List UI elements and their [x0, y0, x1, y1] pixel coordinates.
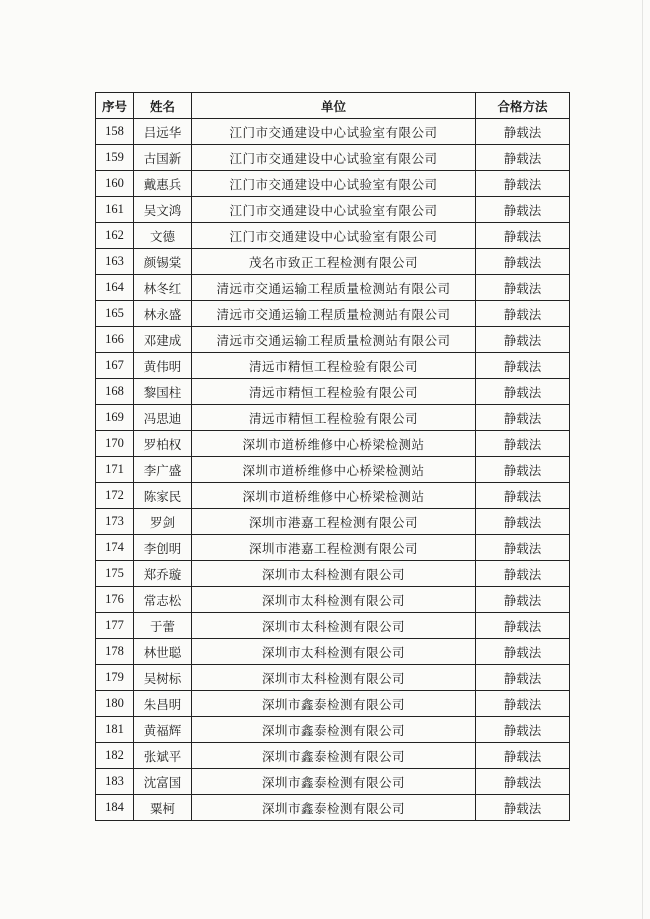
method-cell: 静载法 — [476, 223, 570, 249]
unit-cell: 清远市精恒工程检验有限公司 — [192, 379, 476, 405]
serial-number-cell: 170 — [96, 431, 134, 457]
name-cell: 颜锡棠 — [134, 249, 192, 275]
method-cell: 静载法 — [476, 509, 570, 535]
serial-number-cell: 161 — [96, 197, 134, 223]
unit-cell: 深圳市港嘉工程检测有限公司 — [192, 535, 476, 561]
serial-number-cell: 175 — [96, 561, 134, 587]
method-cell: 静载法 — [476, 795, 570, 821]
method-cell: 静载法 — [476, 119, 570, 145]
serial-number-cell: 159 — [96, 145, 134, 171]
method-cell: 静载法 — [476, 457, 570, 483]
method-cell: 静载法 — [476, 691, 570, 717]
unit-cell: 清远市交通运输工程质量检测站有限公司 — [192, 327, 476, 353]
method-cell: 静载法 — [476, 405, 570, 431]
name-cell: 郑乔璇 — [134, 561, 192, 587]
table-row — [96, 197, 570, 223]
table-row — [96, 587, 570, 613]
table-body — [96, 119, 570, 821]
table-row — [96, 301, 570, 327]
table-row — [96, 223, 570, 249]
unit-cell: 深圳市港嘉工程检测有限公司 — [192, 509, 476, 535]
method-cell: 静载法 — [476, 717, 570, 743]
name-cell: 林永盛 — [134, 301, 192, 327]
name-cell: 戴惠兵 — [134, 171, 192, 197]
unit-cell: 茂名市致正工程检测有限公司 — [192, 249, 476, 275]
unit-cell: 深圳市太科检测有限公司 — [192, 587, 476, 613]
method-cell: 静载法 — [476, 561, 570, 587]
name-cell: 黄伟明 — [134, 353, 192, 379]
unit-cell: 江门市交通建设中心试验室有限公司 — [192, 119, 476, 145]
name-cell: 沈富国 — [134, 769, 192, 795]
name-cell: 张斌平 — [134, 743, 192, 769]
serial-number-cell: 176 — [96, 587, 134, 613]
method-cell: 静载法 — [476, 145, 570, 171]
serial-number-cell: 182 — [96, 743, 134, 769]
name-cell: 冯思迪 — [134, 405, 192, 431]
method-cell: 静载法 — [476, 743, 570, 769]
table-row — [96, 639, 570, 665]
header-name: 姓名 — [134, 93, 192, 119]
table-header-row — [96, 93, 570, 119]
unit-cell: 深圳市鑫泰检测有限公司 — [192, 691, 476, 717]
unit-cell: 深圳市道桥维修中心桥梁检测站 — [192, 457, 476, 483]
serial-number-cell: 174 — [96, 535, 134, 561]
serial-number-cell: 158 — [96, 119, 134, 145]
table-row — [96, 795, 570, 821]
name-cell: 古国新 — [134, 145, 192, 171]
unit-cell: 深圳市太科检测有限公司 — [192, 613, 476, 639]
serial-number-cell: 165 — [96, 301, 134, 327]
method-cell: 静载法 — [476, 249, 570, 275]
name-cell: 文德 — [134, 223, 192, 249]
table-row — [96, 665, 570, 691]
serial-number-cell: 180 — [96, 691, 134, 717]
table-row — [96, 327, 570, 353]
method-cell: 静载法 — [476, 769, 570, 795]
serial-number-cell: 179 — [96, 665, 134, 691]
serial-number-cell: 178 — [96, 639, 134, 665]
serial-number-cell: 169 — [96, 405, 134, 431]
table-row — [96, 717, 570, 743]
name-cell: 李创明 — [134, 535, 192, 561]
unit-cell: 江门市交通建设中心试验室有限公司 — [192, 223, 476, 249]
table-row — [96, 691, 570, 717]
method-cell: 静载法 — [476, 483, 570, 509]
serial-number-cell: 163 — [96, 249, 134, 275]
table-row — [96, 457, 570, 483]
table-row — [96, 353, 570, 379]
table-row — [96, 483, 570, 509]
table-row — [96, 379, 570, 405]
name-cell: 黎国柱 — [134, 379, 192, 405]
method-cell: 静载法 — [476, 275, 570, 301]
table-row — [96, 145, 570, 171]
table-row — [96, 509, 570, 535]
name-cell: 粟柯 — [134, 795, 192, 821]
name-cell: 吴树标 — [134, 665, 192, 691]
table-row — [96, 249, 570, 275]
qualified-personnel-table — [95, 92, 570, 821]
serial-number-cell: 168 — [96, 379, 134, 405]
serial-number-cell: 181 — [96, 717, 134, 743]
method-cell: 静载法 — [476, 379, 570, 405]
name-cell: 邓建成 — [134, 327, 192, 353]
method-cell: 静载法 — [476, 613, 570, 639]
unit-cell: 深圳市太科检测有限公司 — [192, 561, 476, 587]
table-row — [96, 613, 570, 639]
serial-number-cell: 177 — [96, 613, 134, 639]
unit-cell: 清远市交通运输工程质量检测站有限公司 — [192, 275, 476, 301]
table-row — [96, 769, 570, 795]
serial-number-cell: 167 — [96, 353, 134, 379]
unit-cell: 深圳市道桥维修中心桥梁检测站 — [192, 483, 476, 509]
method-cell: 静载法 — [476, 535, 570, 561]
unit-cell: 深圳市鑫泰检测有限公司 — [192, 795, 476, 821]
name-cell: 吴文鸿 — [134, 197, 192, 223]
unit-cell: 深圳市鑫泰检测有限公司 — [192, 769, 476, 795]
name-cell: 李广盛 — [134, 457, 192, 483]
unit-cell: 深圳市道桥维修中心桥梁检测站 — [192, 431, 476, 457]
unit-cell: 江门市交通建设中心试验室有限公司 — [192, 171, 476, 197]
unit-cell: 清远市精恒工程检验有限公司 — [192, 405, 476, 431]
unit-cell: 深圳市鑫泰检测有限公司 — [192, 743, 476, 769]
table-row — [96, 275, 570, 301]
unit-cell: 清远市精恒工程检验有限公司 — [192, 353, 476, 379]
name-cell: 于蕾 — [134, 613, 192, 639]
unit-cell: 江门市交通建设中心试验室有限公司 — [192, 197, 476, 223]
name-cell: 吕远华 — [134, 119, 192, 145]
unit-cell: 深圳市太科检测有限公司 — [192, 665, 476, 691]
name-cell: 陈家民 — [134, 483, 192, 509]
table-row — [96, 405, 570, 431]
serial-number-cell: 162 — [96, 223, 134, 249]
name-cell: 罗剑 — [134, 509, 192, 535]
name-cell: 林冬红 — [134, 275, 192, 301]
method-cell: 静载法 — [476, 327, 570, 353]
method-cell: 静载法 — [476, 353, 570, 379]
name-cell: 朱昌明 — [134, 691, 192, 717]
serial-number-cell: 172 — [96, 483, 134, 509]
unit-cell: 深圳市鑫泰检测有限公司 — [192, 717, 476, 743]
serial-number-cell: 184 — [96, 795, 134, 821]
name-cell: 常志松 — [134, 587, 192, 613]
header-serial-number: 序号 — [96, 93, 134, 119]
serial-number-cell: 164 — [96, 275, 134, 301]
table-row — [96, 119, 570, 145]
method-cell: 静载法 — [476, 665, 570, 691]
name-cell: 黄福辉 — [134, 717, 192, 743]
method-cell: 静载法 — [476, 301, 570, 327]
serial-number-cell: 171 — [96, 457, 134, 483]
serial-number-cell: 183 — [96, 769, 134, 795]
header-qualified-method: 合格方法 — [476, 93, 570, 119]
table-row — [96, 171, 570, 197]
method-cell: 静载法 — [476, 587, 570, 613]
table-row — [96, 431, 570, 457]
method-cell: 静载法 — [476, 639, 570, 665]
method-cell: 静载法 — [476, 431, 570, 457]
serial-number-cell: 173 — [96, 509, 134, 535]
unit-cell: 清远市交通运输工程质量检测站有限公司 — [192, 301, 476, 327]
name-cell: 罗柏权 — [134, 431, 192, 457]
method-cell: 静载法 — [476, 171, 570, 197]
serial-number-cell: 166 — [96, 327, 134, 353]
serial-number-cell: 160 — [96, 171, 134, 197]
method-cell: 静载法 — [476, 197, 570, 223]
table-row — [96, 743, 570, 769]
name-cell: 林世聪 — [134, 639, 192, 665]
header-unit: 单位 — [192, 93, 476, 119]
unit-cell: 江门市交通建设中心试验室有限公司 — [192, 145, 476, 171]
table-row — [96, 535, 570, 561]
table-row — [96, 561, 570, 587]
unit-cell: 深圳市太科检测有限公司 — [192, 639, 476, 665]
